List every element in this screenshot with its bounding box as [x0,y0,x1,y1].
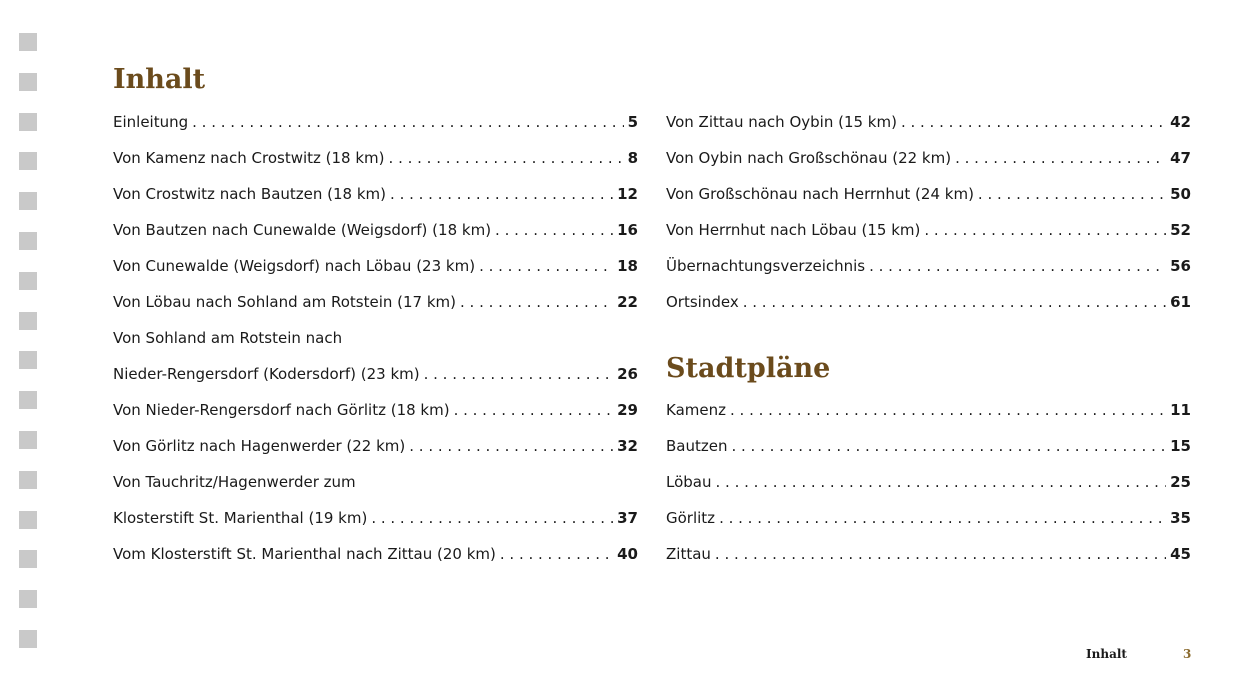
toc-entry-page: 18 [617,257,638,275]
toc-entry-page: 45 [1170,545,1191,563]
toc-entry-page: 32 [617,437,638,455]
dot-leader [500,536,613,572]
toc-entry-label: Von Tauchritz/Hagenwerder zum [113,473,356,491]
dot-leader [731,428,1166,464]
dot-leader [409,428,613,464]
toc-entry-page: 56 [1170,257,1191,275]
toc-entry-page: 35 [1170,509,1191,527]
toc-entry-label: Von Sohland am Rotstein nach [113,329,343,347]
toc-entry-label: Von Zittau nach Oybin (15 km) [666,113,897,131]
toc-entry[interactable] [113,176,638,212]
toc-entry-label: Görlitz [666,509,716,527]
toc-entry-label: Von Kamenz nach Crostwitz (18 km) [113,149,385,167]
toc-entry[interactable] [666,500,1191,536]
decorative-square-column [19,33,38,670]
dot-leader [743,284,1166,320]
toc-entry[interactable] [113,248,638,284]
dot-leader [460,284,613,320]
toc-entry[interactable] [666,212,1191,248]
toc-entry-label: Vom Klosterstift St. Marienthal nach Zittau (20 km) [113,545,496,563]
toc-entry-page: 50 [1170,185,1191,203]
toc-entry-label: Übernachtungsverzeichnis [666,257,866,275]
toc-entry[interactable] [666,284,1191,320]
decorative-square [19,232,37,250]
toc-entry-label: Von Bautzen nach Cunewalde (Weigsdorf) (18 km) [113,221,492,239]
toc-entry-label: Nieder-Rengersdorf (Kodersdorf) (23 km) [113,365,420,383]
toc-entry[interactable] [666,428,1191,464]
toc-entry-page: 61 [1170,293,1191,311]
toc-entry-label: Ortsindex [666,293,739,311]
decorative-square [19,192,37,210]
toc-entry[interactable] [113,104,638,140]
toc-entry-label: Von Cunewalde (Weigsdorf) nach Löbau (23 km) [113,257,476,275]
toc-entry-label: Von Löbau nach Sohland am Rotstein (17 km) [113,293,456,311]
toc-entry-page: 8 [627,149,638,167]
toc-entry-page: 26 [617,365,638,383]
decorative-square [19,351,37,369]
toc-entry-page: 42 [1170,113,1191,131]
dot-leader [390,176,613,212]
dot-leader [495,212,613,248]
toc-entry-page: 52 [1170,221,1191,239]
toc-entry[interactable] [113,392,638,428]
footer-page-number: 3 [1183,647,1192,661]
decorative-square [19,511,37,529]
toc-entry-label: Von Görlitz nach Hagenwerder (22 km) [113,437,406,455]
toc-left-column [113,104,638,572]
toc-entry-label: Von Herrnhut nach Löbau (15 km) [666,221,921,239]
toc-entry-page: 16 [617,221,638,239]
dot-leader [719,500,1166,536]
stadtplaene-heading: Stadtpläne [666,353,831,384]
toc-entry-page: 47 [1170,149,1191,167]
toc-right-column [666,104,1191,320]
toc-entry[interactable] [113,356,638,392]
toc-entry-label: Einleitung [113,113,189,131]
toc-entry-label: Von Nieder-Rengersdorf nach Görlitz (18 km) [113,401,450,419]
stadtplaene-list [666,392,1191,572]
dot-leader [371,500,613,536]
toc-entry-label: Zittau [666,545,711,563]
toc-entry-page: 40 [617,545,638,563]
toc-entry[interactable] [666,140,1191,176]
toc-entry-label: Löbau [666,473,712,491]
dot-leader [479,248,613,284]
dot-leader [924,212,1166,248]
decorative-square [19,431,37,449]
dot-leader [869,248,1166,284]
decorative-square [19,590,37,608]
dot-leader [389,140,624,176]
toc-entry[interactable] [113,500,638,536]
toc-entry-page: 5 [627,113,638,131]
footer-section-title: Inhalt [1086,647,1127,661]
toc-entry-page: 37 [617,509,638,527]
toc-entry-page: 29 [617,401,638,419]
decorative-square [19,272,37,290]
dot-leader [730,392,1166,428]
decorative-square [19,113,37,131]
toc-entry[interactable] [113,140,638,176]
decorative-square [19,471,37,489]
toc-entry[interactable] [113,284,638,320]
toc-entry-label: Bautzen [666,437,728,455]
toc-entry-page: 11 [1170,401,1191,419]
toc-entry[interactable] [113,212,638,248]
dot-leader [901,104,1166,140]
toc-entry-label: Klosterstift St. Marienthal (19 km) [113,509,368,527]
toc-entry[interactable] [666,104,1191,140]
toc-entry[interactable] [666,248,1191,284]
dot-leader [978,176,1166,212]
toc-entry-label: Von Großschönau nach Herrnhut (24 km) [666,185,974,203]
toc-entry[interactable] [666,176,1191,212]
toc-entry[interactable] [666,464,1191,500]
toc-entry[interactable] [113,536,638,572]
toc-entry[interactable] [666,392,1191,428]
decorative-square [19,312,37,330]
toc-entry-page: 15 [1170,437,1191,455]
decorative-square [19,33,37,51]
toc-entry[interactable] [113,464,638,500]
toc-entry-page: 25 [1170,473,1191,491]
dot-leader [955,140,1166,176]
decorative-square [19,550,37,568]
toc-entry-label: Kamenz [666,401,726,419]
dot-leader [454,392,614,428]
toc-entry-page: 22 [617,293,638,311]
decorative-square [19,630,37,648]
dot-leader [716,464,1167,500]
toc-entry-page: 12 [617,185,638,203]
toc-entry[interactable] [666,536,1191,572]
dot-leader [715,536,1166,572]
decorative-square [19,152,37,170]
toc-entry[interactable] [113,428,638,464]
toc-entry-label: Von Oybin nach Großschönau (22 km) [666,149,952,167]
dot-leader [192,104,623,140]
toc-entry[interactable] [113,320,638,356]
dot-leader [424,356,614,392]
toc-entry-label: Von Crostwitz nach Bautzen (18 km) [113,185,387,203]
decorative-square [19,391,37,409]
toc-heading: Inhalt [113,64,206,95]
decorative-square [19,73,37,91]
